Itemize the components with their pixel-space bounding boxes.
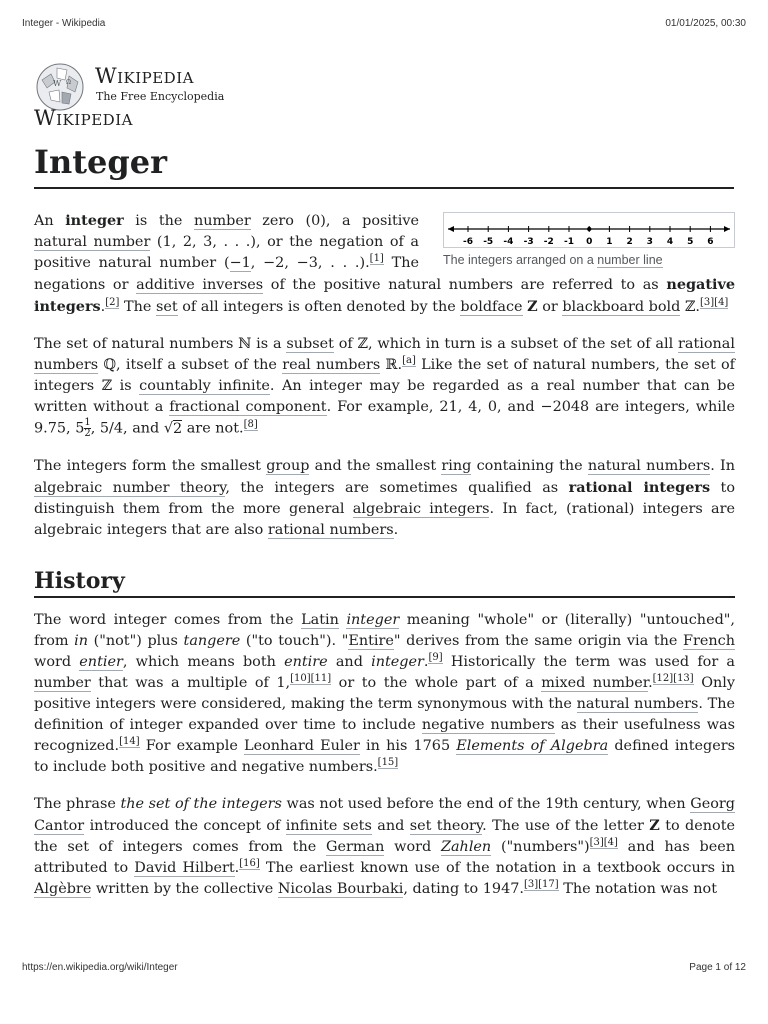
ref-3-17[interactable]: [3][17] — [523, 878, 559, 890]
number-line-tick-label: -5 — [483, 237, 494, 247]
ref-2[interactable]: [2] — [105, 297, 120, 309]
link-entire[interactable]: Entire — [348, 632, 394, 649]
ref-8[interactable]: [8] — [243, 418, 258, 430]
print-header-datetime: 01/01/2025, 00:30 — [665, 18, 746, 29]
link-rational-numbers[interactable]: rational numbers — [34, 336, 735, 373]
number-line-link[interactable]: number line — [597, 253, 663, 267]
number-line-tick-label: 3 — [646, 237, 653, 247]
paragraph-history-2: The phrase the set of the integers was not used before the end of the 19th century, when Georg Cantor introduced the concept of infinite sets and set theory. The use of the letter Z to denote the set of integers comes from the German word Zahlen ("numbers")[3][4] and has been attributed to David Hilbert.[16] The earliest known use of the notation in a textbook occurs in Algèbre written by the collective Nicolas Bourbaki, dating to 1947.[3][17] The notation was not — [34, 795, 736, 897]
number-line-tick-label: 0 — [586, 237, 593, 247]
link-natural-numbers[interactable]: natural numbers — [587, 457, 711, 474]
figure-caption-text: The integers arranged on a — [443, 253, 598, 267]
link-algebraic-number-theory[interactable]: algebraic number theory — [34, 479, 226, 496]
wikipedia-logo[interactable] — [33, 62, 273, 112]
link-georg-cantor[interactable]: Georg Cantor — [34, 795, 735, 834]
section-heading-history: History — [34, 571, 735, 598]
link-real-numbers[interactable]: real numbers — [282, 357, 381, 373]
link-natural-number[interactable]: natural number — [34, 234, 151, 250]
print-footer-url: https://en.wikipedia.org/wiki/Integer — [22, 962, 178, 973]
paragraph-group-ring: The integers form the smallest group and the smallest ring containing the natural numbers. In algebraic number theory, the integers are sometimes qualified as rational integers to distinguish them from the more general algebraic integers. In fact, (rational) integers are algebraic integers that are also rational numbers. — [34, 457, 736, 538]
link-infinite-sets[interactable]: infinite sets — [285, 817, 372, 834]
link-elements-of-algebra[interactable]: Elements of Algebra — [456, 737, 609, 754]
figure-caption — [443, 252, 735, 268]
ref-3-4[interactable]: [3][4] — [700, 297, 729, 309]
link-latin[interactable]: Latin — [301, 611, 339, 628]
page-title: Integer — [34, 143, 734, 189]
link-mixed-number[interactable]: mixed number — [541, 674, 649, 691]
number-line-svg — [444, 213, 734, 247]
link-entier[interactable]: entier — [79, 653, 123, 670]
number-line-tick-label: 4 — [666, 237, 674, 247]
number-line-tick-label: -6 — [463, 237, 473, 247]
paragraph-natural-numbers: The set of natural numbers ℕ is a subset of ℤ, which in turn is a subset of the set of all rational numbers ℚ, itself a subset of the real numbers ℝ.[a] Like the set of natural numbers, the set of integers ℤ is countably infinite. An integer may be regarded as a real number that can be written without a fractional component. For example, 21, 4, 0, and −2048 are integers, while 9.75, 5 $\frac{1}{2}$, 5/4, and √2 are not.[8] — [34, 336, 736, 439]
wikipedia-globe-icon — [33, 62, 87, 112]
link-ring[interactable]: ring — [441, 457, 472, 474]
number-line-figure — [443, 212, 735, 268]
ref-9[interactable]: [9] — [428, 651, 443, 663]
ref-14[interactable]: [14] — [119, 735, 140, 747]
svg-text:Ω: Ω — [66, 79, 71, 86]
wikipedia-wordmark-secondary: Wikipedia — [34, 106, 133, 130]
ref-16[interactable]: [16] — [239, 857, 260, 869]
paragraph-history-1: The word integer comes from the Latin integer meaning "whole" or (literally) "untouched", from in ("not") plus tangere ("to touch"). "Entire" derives from the same origin via the French word entier, which means both entire and integer.[9] Historically the term was used for a number that was a multiple of 1,[10][11] or to the whole part of a mixed number.[12][13] Only positive integers were considered, making the term synonymous with the natural numbers. The definition of integer expanded over time to include negative numbers as their usefulness was recognized.[14] For example Leonhard Euler in his 1765 Elements of Algebra defined integers to include both positive and negative numbers.[15] — [34, 611, 736, 775]
link-set[interactable]: set — [155, 299, 178, 315]
link-david-hilbert[interactable]: David Hilbert — [134, 859, 235, 876]
number-line-tick-label: 5 — [687, 237, 694, 247]
ref-a[interactable]: [a] — [402, 355, 416, 367]
print-header-title: Integer - Wikipedia — [22, 18, 106, 29]
number-line-tick-label: 1 — [606, 237, 613, 247]
svg-text:W: W — [53, 79, 62, 88]
wikipedia-tagline: The Free Encyclopedia — [96, 90, 225, 103]
number-line-tick-label: -1 — [564, 237, 574, 247]
link-number[interactable]: number — [193, 213, 251, 229]
ref-12-13[interactable]: [12][13] — [652, 672, 694, 684]
link-german[interactable]: German — [326, 838, 385, 855]
link-integer-latin[interactable]: integer — [346, 611, 400, 628]
link-natural-numbers-2[interactable]: natural numbers — [576, 695, 699, 712]
link-minus-one[interactable]: −1 — [229, 255, 251, 271]
link-boldface[interactable]: boldface — [460, 299, 523, 315]
link-subset[interactable]: subset — [286, 336, 334, 352]
link-french[interactable]: French — [683, 632, 735, 649]
number-line-tick-label: 2 — [626, 237, 633, 247]
link-zahlen[interactable]: Zahlen — [440, 838, 492, 855]
ref-10-11[interactable]: [10][11] — [290, 672, 332, 684]
ref-3-4b[interactable]: [3][4] — [589, 836, 618, 848]
link-nicolas-bourbaki[interactable]: Nicolas Bourbaki — [277, 880, 404, 897]
ref-15[interactable]: [15] — [377, 756, 399, 768]
number-line-image[interactable] — [443, 212, 735, 248]
link-countably-infinite[interactable]: countably infinite — [139, 378, 270, 394]
number-line-tick-label: -4 — [503, 237, 514, 247]
intro-paragraph: An integer is the number zero (0), a positive natural number (1, 2, 3, . . .), or the negation of a positive natural number (−1, −2, −3, . . .).[1] The negations or additive inverses of the positive natural numbers are referred to as negative integers.[2] The set of all integers is often denoted by the boldface Z or blackboard bold ℤ.[3][4] — [34, 212, 735, 315]
link-algebraic-integers[interactable]: algebraic integers — [352, 500, 490, 517]
link-fractional-component[interactable]: fractional component — [169, 399, 327, 415]
number-line-tick-label: 6 — [707, 237, 714, 247]
link-rational-numbers-2[interactable]: rational numbers — [267, 521, 394, 538]
link-set-theory[interactable]: set theory — [409, 817, 483, 834]
link-additive-inverses[interactable]: additive inverses — [136, 277, 264, 293]
number-line-origin-dot — [587, 227, 591, 231]
link-group[interactable]: group — [266, 457, 310, 474]
link-algebre[interactable]: Algèbre — [34, 880, 92, 897]
link-negative-numbers[interactable]: negative numbers — [421, 716, 555, 733]
print-footer-page: Page 1 of 12 — [689, 962, 746, 973]
wikipedia-wordmark: Wikipedia — [95, 64, 194, 88]
ref-1[interactable]: [1] — [369, 253, 384, 265]
link-leonhard-euler[interactable]: Leonhard Euler — [244, 737, 360, 754]
number-line-tick-label: -3 — [523, 237, 534, 247]
number-line-tick-label: -2 — [543, 237, 554, 247]
link-number-2[interactable]: number — [34, 674, 91, 691]
article-body — [34, 210, 735, 916]
link-blackboard-bold[interactable]: blackboard bold — [562, 299, 681, 315]
